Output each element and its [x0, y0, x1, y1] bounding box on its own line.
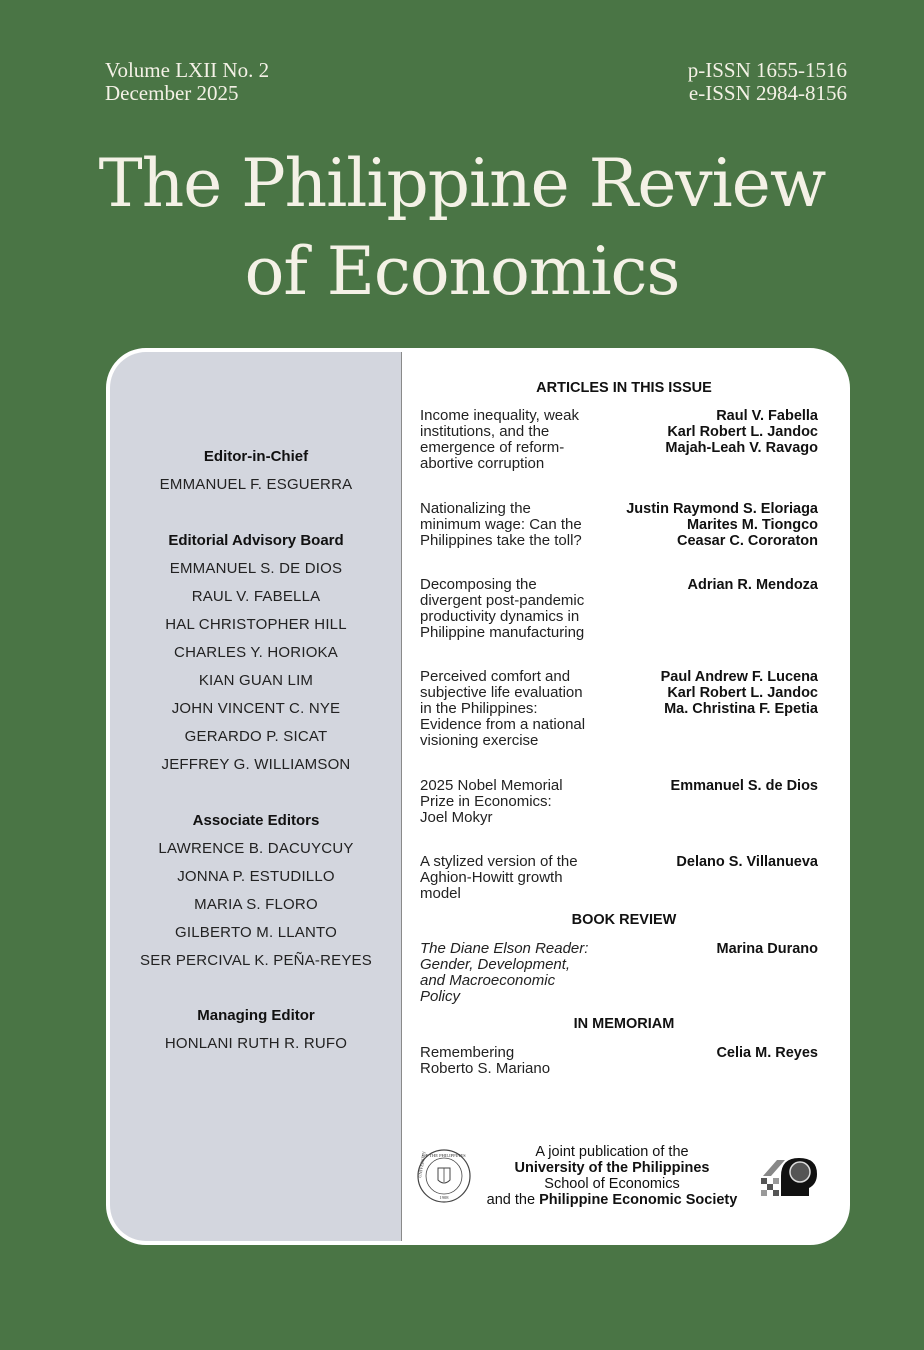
article-authors — [588, 854, 818, 870]
title-line: visioning exercise — [420, 732, 539, 749]
title-line: subjective life evaluation — [420, 684, 583, 701]
title-line: Remembering — [420, 1044, 515, 1061]
title-line: Decomposing the — [420, 576, 537, 593]
title-line: Nationalizing the — [420, 500, 531, 517]
volume-info — [105, 59, 269, 105]
seal-left-text: UNIVERSITY — [417, 1150, 427, 1179]
title-line: productivity dynamics in — [420, 608, 580, 625]
journal-title-line1: The Philippine Review — [98, 145, 826, 222]
book-review-heading: BOOK REVIEW — [571, 912, 677, 928]
advisory-member: RAUL V. FABELLA — [191, 588, 321, 605]
author: Karl Robert L. Jandoc — [667, 685, 818, 701]
author: Ceasar C. Cororaton — [676, 533, 818, 549]
advisory-member: HAL CHRISTOPHER HILL — [165, 616, 347, 633]
article-authors — [588, 501, 818, 549]
title-line: Philippine manufacturing — [420, 624, 585, 641]
masthead-column — [110, 352, 402, 1241]
advisory-member: JEFFREY G. WILLIAMSON — [161, 756, 351, 773]
author: Ma. Christina F. Epetia — [664, 701, 818, 717]
credit-line: School of Economics — [544, 1176, 680, 1192]
title-line: Income inequality, weak — [420, 407, 579, 424]
title-line: Prize in Economics: — [420, 793, 552, 810]
pes-logo-icon — [757, 1152, 821, 1202]
title-line: institutions, and the — [420, 423, 550, 440]
author: Delano S. Villanueva — [676, 854, 818, 870]
article-authors — [588, 778, 818, 794]
author: Adrian R. Mendoza — [687, 577, 818, 593]
advisory-board-heading: Editorial Advisory Board — [168, 532, 344, 549]
managing-editor-name: HONLANI RUTH R. RUFO — [164, 1035, 348, 1052]
title-line: minimum wage: Can the — [420, 516, 582, 533]
article-authors — [588, 408, 818, 456]
title-line: Gender, Development, — [420, 956, 571, 973]
title-line: in the Philippines: — [420, 700, 538, 717]
associate-editor: LAWRENCE B. DACUYCUY — [158, 840, 354, 857]
volume-number: Volume LXII No. 2 — [105, 58, 270, 82]
title-line: Roberto S. Mariano — [420, 1060, 551, 1077]
e-issn: e-ISSN 2984-8156 — [688, 81, 847, 105]
title-line: model — [420, 885, 461, 902]
advisory-member: EMMANUEL S. DE DIOS — [169, 560, 343, 577]
title-line: A stylized version of the — [420, 853, 578, 870]
issn-info — [688, 59, 847, 105]
title-line: 2025 Nobel Memorial — [420, 777, 563, 794]
credit-prefix: and the — [486, 1192, 540, 1208]
author: Raul V. Fabella — [716, 408, 818, 424]
credit-bold: Philippine Economic Society — [539, 1192, 738, 1208]
author: Celia M. Reyes — [716, 1045, 818, 1061]
publisher-credit — [462, 1144, 762, 1208]
advisory-member: CHARLES Y. HORIOKA — [174, 644, 338, 661]
associate-editors-heading: Associate Editors — [192, 812, 320, 829]
associate-editor: JONNA P. ESTUDILLO — [177, 868, 335, 885]
title-line: The Diane Elson Reader: — [420, 940, 589, 957]
associate-editor: SER PERCIVAL K. PEÑA-REYES — [140, 952, 372, 969]
author: Marites M. Tiongco — [686, 517, 818, 533]
managing-editor-heading: Managing Editor — [197, 1007, 315, 1024]
title-line: Evidence from a national — [420, 716, 586, 733]
title-line: abortive corruption — [420, 455, 545, 472]
author: Justin Raymond S. Eloriaga — [626, 501, 818, 517]
contents-column — [402, 352, 846, 1241]
title-line: emergence of reform- — [420, 439, 565, 456]
article-authors — [588, 577, 818, 593]
author: Majah-Leah V. Ravago — [665, 440, 818, 456]
credit-line — [462, 1192, 762, 1208]
cover-panel — [106, 348, 850, 1245]
advisory-member: JOHN VINCENT C. NYE — [171, 700, 341, 717]
credit-line: A joint publication of the — [535, 1144, 689, 1160]
author: Emmanuel S. de Dios — [670, 778, 818, 794]
author: Marina Durano — [716, 941, 818, 957]
title-line: Joel Mokyr — [420, 809, 493, 826]
journal-title — [0, 140, 924, 316]
journal-title-line2: of Economics — [244, 233, 680, 310]
book-review-author — [588, 941, 818, 957]
issue-date: December 2025 — [105, 81, 239, 105]
seal-year: 1908 — [439, 1195, 449, 1200]
associate-editor: GILBERTO M. LLANTO — [175, 924, 337, 941]
associate-editor: MARIA S. FLORO — [194, 896, 318, 913]
memoriam-heading: IN MEMORIAM — [573, 1016, 675, 1032]
title-line: Philippines take the toll? — [420, 532, 582, 549]
advisory-member: KIAN GUAN LIM — [198, 672, 314, 689]
memoriam-author — [588, 1045, 818, 1061]
advisory-member: GERARDO P. SICAT — [184, 728, 328, 745]
editor-in-chief-heading: Editor-in-Chief — [203, 448, 309, 465]
articles-heading: ARTICLES IN THIS ISSUE — [536, 380, 712, 396]
article-authors — [588, 669, 818, 717]
author: Karl Robert L. Jandoc — [667, 424, 818, 440]
title-line: divergent post-pandemic — [420, 592, 585, 609]
p-issn: p-ISSN 1655-1516 — [687, 58, 847, 82]
title-line: Perceived comfort and — [420, 668, 571, 685]
credit-line: University of the Philippines — [514, 1160, 710, 1176]
seal-top-text: OF THE PHILIPPINES — [422, 1153, 466, 1158]
title-line: Policy — [420, 988, 461, 1005]
author: Paul Andrew F. Lucena — [660, 669, 818, 685]
title-line: and Macroeconomic — [420, 972, 556, 989]
title-line: Aghion-Howitt growth — [420, 869, 563, 886]
editor-in-chief-name: EMMANUEL F. ESGUERRA — [159, 476, 353, 493]
